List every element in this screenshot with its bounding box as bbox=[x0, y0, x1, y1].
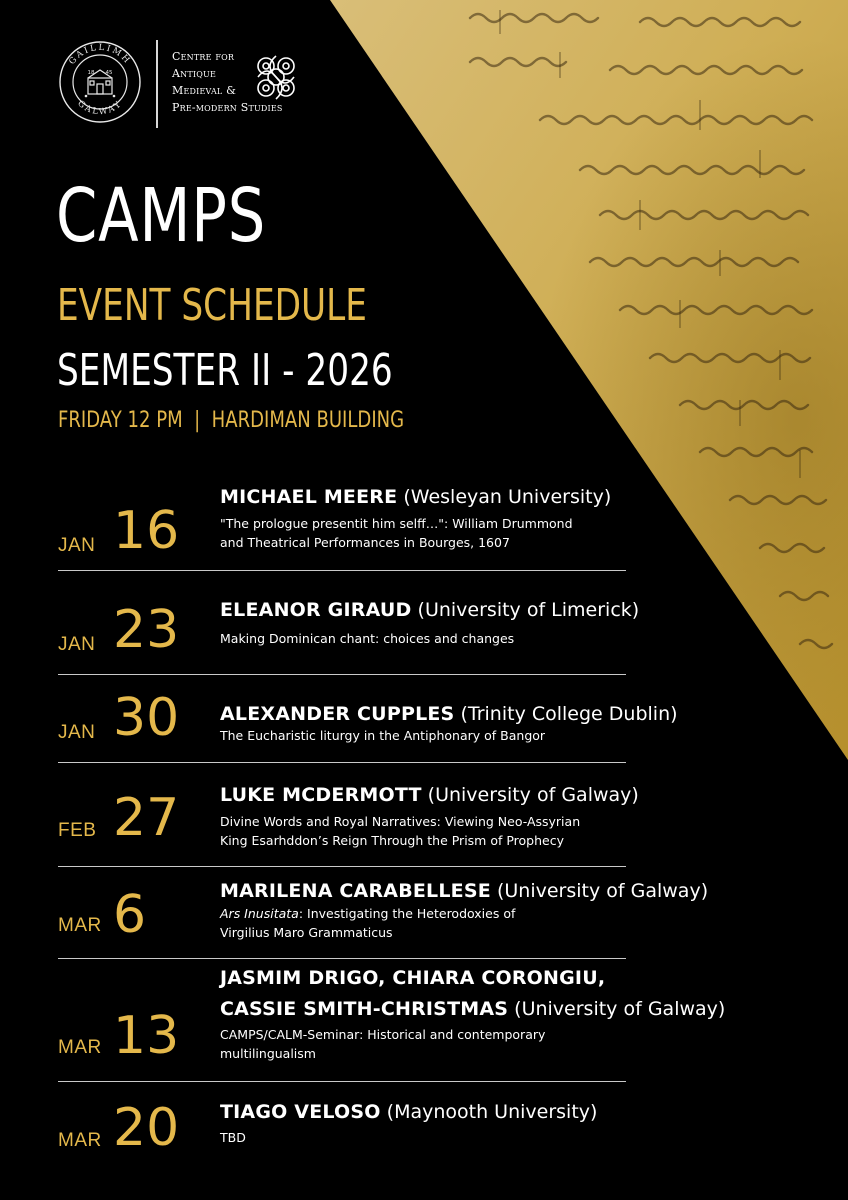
event-divider bbox=[58, 762, 626, 763]
event-day: 20 bbox=[113, 1098, 180, 1158]
speaker-affiliation: (Trinity College Dublin) bbox=[460, 703, 678, 725]
event-day: 16 bbox=[113, 501, 180, 561]
speaker-name: MICHAEL MEERE bbox=[220, 486, 398, 508]
event-day: 27 bbox=[113, 788, 180, 848]
title-semester: SEMESTER II - 2026 bbox=[57, 345, 393, 396]
event-title-line: Virgilius Maro Grammaticus bbox=[220, 925, 393, 940]
event-divider bbox=[58, 866, 626, 867]
speaker-name: LUKE MCDERMOTT bbox=[220, 784, 422, 806]
event-month: FEB bbox=[58, 820, 97, 841]
svg-text:GAILLIMH: GAILLIMH bbox=[67, 42, 133, 67]
speaker-affiliation: (University of Limerick) bbox=[417, 599, 640, 621]
event-divider bbox=[58, 1081, 626, 1082]
event-month: JAN bbox=[58, 634, 96, 655]
university-seal-logo bbox=[58, 40, 142, 124]
event-title-line: Divine Words and Royal Narratives: Viewing Neo-Assyrian bbox=[220, 814, 581, 829]
speaker-name: ALEXANDER CUPPLES bbox=[220, 703, 455, 725]
event-day: 30 bbox=[113, 688, 180, 748]
event-month: MAR bbox=[58, 915, 102, 936]
event-speaker bbox=[220, 782, 639, 808]
event-title-line: CAMPS/CALM-Seminar: Historical and contemporary bbox=[220, 1027, 546, 1042]
centre-name-line: Antique bbox=[172, 67, 216, 80]
event-speaker bbox=[220, 597, 639, 623]
event-day: 6 bbox=[113, 885, 147, 945]
event-month: JAN bbox=[58, 535, 96, 556]
speaker-name: TIAGO VELOSO bbox=[220, 1101, 381, 1123]
event-title-line: multilingualism bbox=[220, 1046, 316, 1061]
logo-divider bbox=[156, 40, 158, 128]
event-day: 13 bbox=[113, 1006, 180, 1066]
event-title-line: TBD bbox=[220, 1130, 246, 1145]
speaker-name: ELEANOR GIRAUD bbox=[220, 599, 412, 621]
event-month: JAN bbox=[58, 722, 96, 743]
event-speaker bbox=[220, 996, 725, 1022]
location-text: HARDIMAN BUILDING bbox=[211, 408, 405, 433]
event-title-line: and Theatrical Performances in Bourges, 1607 bbox=[220, 535, 510, 550]
event-speaker-line bbox=[220, 965, 605, 991]
event-divider bbox=[58, 674, 626, 675]
centre-name-line: Medieval & bbox=[172, 84, 237, 97]
event-month: MAR bbox=[58, 1037, 102, 1058]
centre-name-line: Pre-modern Studies bbox=[172, 101, 283, 114]
speaker-affiliation: (Wesleyan University) bbox=[403, 486, 612, 508]
event-speaker bbox=[220, 701, 678, 727]
event-divider bbox=[58, 570, 626, 571]
time-location bbox=[58, 406, 404, 436]
speaker-name: CASSIE SMITH-CHRISTMAS bbox=[220, 998, 509, 1020]
celtic-knot-icon bbox=[250, 52, 302, 104]
svg-text:45: 45 bbox=[105, 70, 113, 76]
title-event-schedule: EVENT SCHEDULE bbox=[57, 280, 367, 331]
event-title-line: King Esarhddon’s Reign Through the Prism of Prophecy bbox=[220, 833, 565, 848]
speaker-affiliation: (University of Galway) bbox=[514, 998, 726, 1020]
event-title-line: The Eucharistic liturgy in the Antiphonary of Bangor bbox=[220, 728, 546, 743]
speaker-name: MARILENA CARABELLESE bbox=[220, 880, 491, 902]
event-speaker bbox=[220, 878, 708, 904]
speaker-affiliation: (Maynooth University) bbox=[386, 1101, 598, 1123]
event-speaker bbox=[220, 484, 611, 510]
time-text: FRIDAY 12 PM bbox=[58, 408, 183, 433]
event-month: MAR bbox=[58, 1130, 102, 1151]
svg-text:18: 18 bbox=[87, 70, 95, 76]
event-speaker bbox=[220, 1099, 597, 1125]
event-day: 23 bbox=[113, 600, 180, 660]
event-title-rest: : Investigating the Heterodoxies of bbox=[298, 906, 516, 921]
event-title-italic: Ars Inusitata bbox=[220, 906, 299, 921]
title-camps: CAMPS bbox=[56, 173, 267, 259]
separator: | bbox=[194, 408, 201, 433]
svg-text:GALWAY: GALWAY bbox=[75, 98, 125, 118]
speaker-names: JASMIM DRIGO, CHIARA CORONGIU, bbox=[220, 967, 606, 989]
speaker-affiliation: (University of Galway) bbox=[427, 784, 639, 806]
speaker-affiliation: (University of Galway) bbox=[496, 880, 709, 902]
event-title-line: "The prologue presentit him selff…": William Drummond bbox=[220, 516, 573, 531]
event-divider bbox=[58, 958, 626, 959]
event-title-line bbox=[220, 904, 515, 923]
event-title-line: Making Dominican chant: choices and changes bbox=[220, 631, 515, 646]
centre-name-line: Centre for bbox=[172, 50, 235, 63]
